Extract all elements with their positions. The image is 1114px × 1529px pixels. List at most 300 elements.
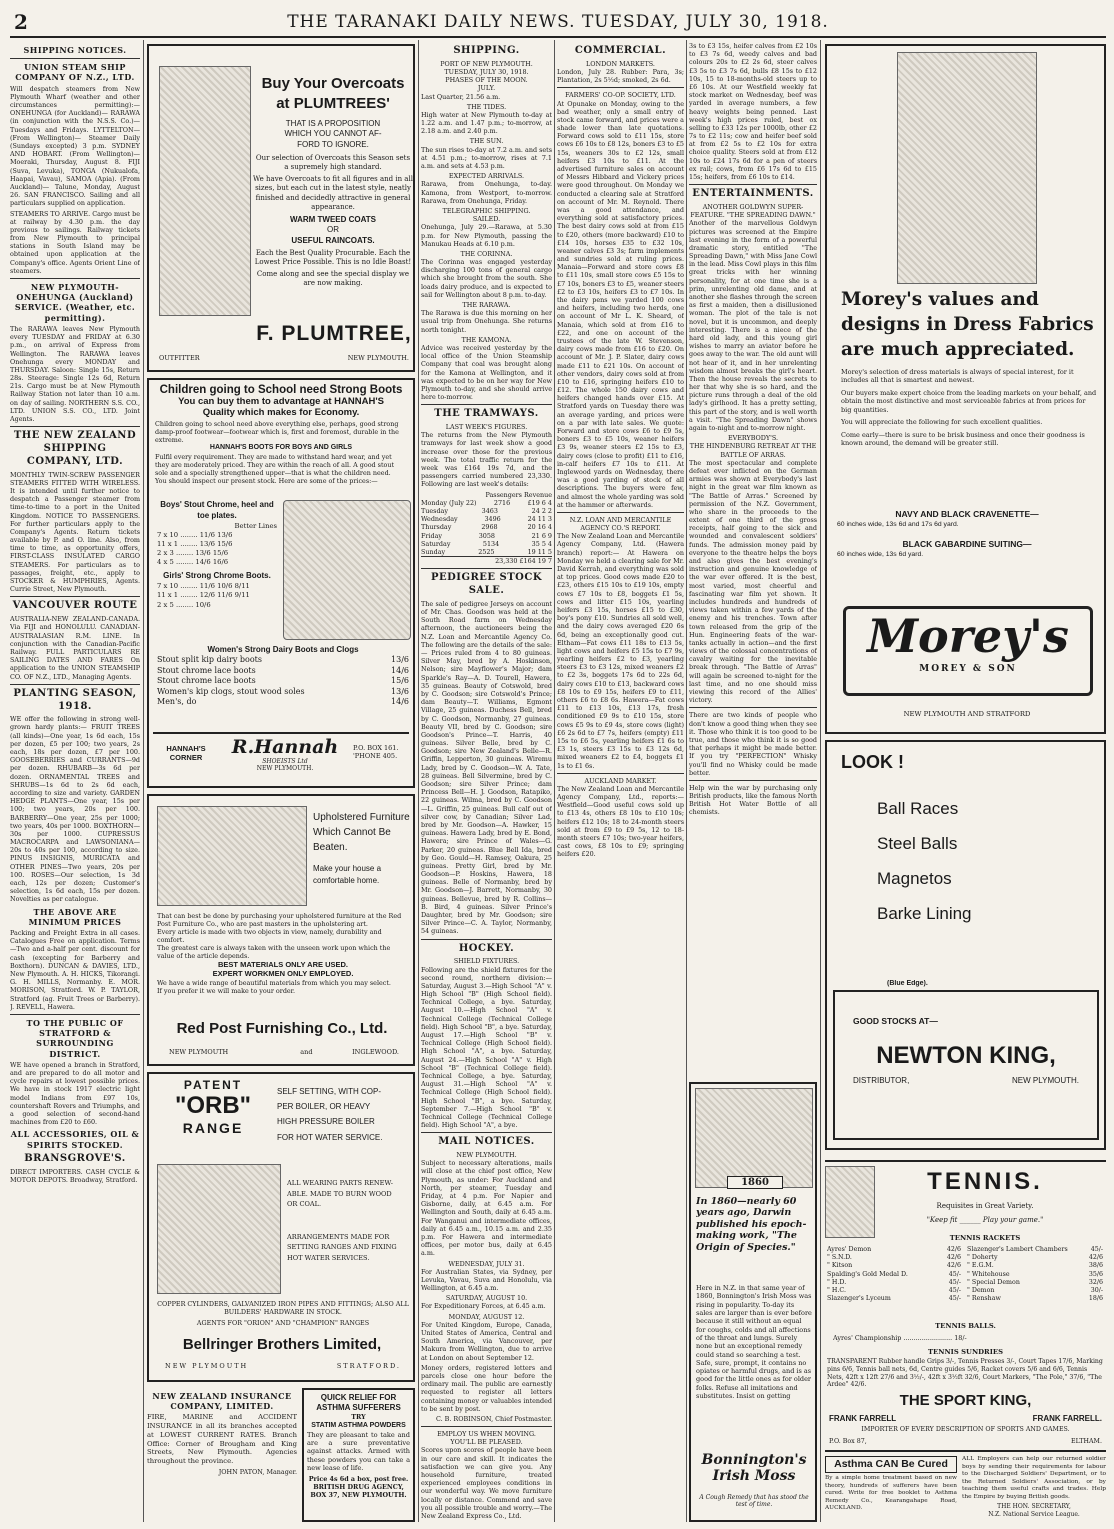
- racket-price: 42/6: [946, 1254, 961, 1262]
- racket-name: " Renshaw: [967, 1295, 1001, 1303]
- hockey-title: HOCKEY.: [458, 942, 515, 954]
- racket-name: Spalding's Gold Medal D.: [827, 1270, 908, 1278]
- boys-title: Boys' Stout Chrome, heel and toe plates.: [160, 500, 274, 520]
- racket-name: " Whitehouse: [967, 1270, 1010, 1278]
- accessories-line: ALL ACCESSORIES, OIL & SPIRITS STOCKED.: [10, 1129, 140, 1150]
- redpost-name: Red Post Furnishing Co., Ltd.: [176, 1020, 388, 1037]
- plumtree-useful: USEFUL RAINCOATS.: [291, 235, 375, 245]
- column-heading: SHIPPING NOTICES.: [23, 45, 127, 55]
- redpost-text-2: Every article is made with two objects in view, namely, durability and comfort.: [157, 928, 382, 944]
- masthead: [10, 8, 1106, 38]
- tram-pass: 3496: [484, 515, 501, 524]
- plumtree-warm: WARM TWEED COATS: [289, 214, 377, 224]
- plumtree-or: OR: [327, 225, 339, 235]
- newton-name: NEWTON KING,: [876, 1042, 1056, 1069]
- tram-rev: 21 6 9: [531, 531, 552, 540]
- mon-title: MONDAY, AUGUST 12.: [448, 1312, 525, 1321]
- hannah-sub-2: Quality which makes for Economy.: [202, 407, 360, 418]
- london-title: LONDON MARKETS.: [586, 59, 655, 68]
- women-item: Stout split kip dairy boots: [157, 655, 263, 665]
- morey-text-2: Our buyers make expert choice from the leading markets on your behalf, and obtain the most distinctive and most serviceable fabrics at from prices for big quantities.: [841, 388, 1097, 414]
- sat-title: SATURDAY, AUGUST 10.: [445, 1294, 528, 1303]
- redpost-head-1: Upholstered Furniture: [313, 812, 410, 823]
- tram-pass: 2716: [493, 498, 511, 507]
- hannah-sub-1: You can buy them to advantage at HANNAH'S: [178, 396, 384, 407]
- tennis-player-illustration: [825, 1166, 875, 1238]
- look-heading: LOOK !: [841, 752, 904, 772]
- tennis-title: TENNIS.: [927, 1168, 1043, 1195]
- onehunga-title: NEW PLYMOUTH-ONEHUNGA (Auckland) SERVICE. (Weather, etc. permitting).: [14, 282, 136, 323]
- mail-sub: NEW PLYMOUTH.: [456, 1151, 517, 1160]
- date-line: TUESDAY, JULY 30, 1918.: [444, 67, 529, 76]
- racket-price: 42/6: [946, 1262, 961, 1270]
- tram-day: Friday: [421, 531, 443, 540]
- hannah-text-3: You should inspect our present stock. Here are some of the prices:—: [155, 476, 378, 485]
- orb-all-3: OR COAL.: [287, 1200, 322, 1209]
- tennis-importer: IMPORTER OF EVERY DESCRIPTION OF SPORTS AND GAMES.: [861, 1426, 1070, 1433]
- auckland-title: AUCKLAND MARKET.: [584, 776, 657, 785]
- better-lines: Better Lines: [234, 521, 277, 530]
- plumtree-text-2: We have Overcoats to fit all figures and in all sizes, but each cut in the latest style, neatly finished and decidedly attractive in general appearance.: [253, 175, 413, 211]
- morey-ad: [825, 44, 1106, 734]
- orb-head-2: PER BOILER, OR HEAVY: [277, 1102, 371, 1112]
- sat-text: For Expeditionary Forces, at 6.45 a.m.: [421, 1302, 546, 1311]
- mon-text: For United Kingdom, Europe, Canada, United States of America, Central and South America, via Vancouver, per Makura from Wellington, due to arrive at London on about September 12.: [421, 1320, 552, 1362]
- morey-logo-box: [843, 606, 1093, 696]
- market-text: 3s to £3 15s, heifer calves from £2 10s to £3 7s 6d, weedy calves and bad colours 20s to £2 2s 6d, steer calves £3 5s to £3 7s 6d, bulls £8 15s to £12 10s, 15 to 18-months-old steers up to £6 10s. At our Westfield weekly fat stock market on Wednesday, beef was yarded in average numbers, a few heavy weights being penned. Last week's high prices ruled, best ox selling to £33 12s per 1000lb, other £2 7s to £2 11s; cow and heifer beef sold at from £2 5s to £2 10s for extra choice quality. Steers sold at from £12 10s to £24 17s 6d for a pen of steers ex rail; cows, from £6 17s 6d to £15 15s; heifers, from £6 10s to £14.: [689, 42, 817, 181]
- expected-text: Rarawa, from Onehunga, to-day. Kamona, from Westport, to-morrow. Rarawa, from Onehunga, Friday.: [421, 180, 552, 205]
- women-item: Women's kip clogs, stout wood soles: [157, 686, 305, 696]
- column-rule: [418, 40, 419, 1522]
- postmaster: C. B. ROBINSON, Chief Postmaster.: [435, 1414, 552, 1423]
- tennis-keep: "Keep fit ______ Play your game.": [926, 1216, 1044, 1224]
- women-item: Men's, do: [157, 696, 197, 706]
- tennis-sundries-text: TRANSPARENT Rubber handle Grips 3/-, Tennis Presses 3/-, Court Tapes 17/6, Marking pins 6/6, Tennis ball nets, 6d, Centre guides 5/6, Racket covers 5/6 and 6/6, Tennis Nets, 42ft x 12ft 27/6 and 3½/-, 42ft x 3½ft 32/6, Court Markers, "The Pole," 37/6, "The Ardee" 42/6.: [827, 1358, 1103, 1389]
- sun-title: THE SUN.: [469, 137, 504, 146]
- tram-total: 23,330 £164 19 7: [421, 556, 552, 565]
- women-item: Stout chrome lace boots: [157, 665, 256, 675]
- orb-company: Bellringer Brothers Limited,: [182, 1336, 382, 1353]
- women-item: Stout chrome lace boots: [157, 676, 256, 686]
- orb-patent: PATENT: [183, 1078, 243, 1092]
- orb-copper: COPPER CYLINDERS, GALVANIZED IRON PIPES AND FITTINGS; ALSO ALL BUILDERS' HARDWARE IN STOCK.: [157, 1300, 409, 1317]
- girls-title: Girls' Strong Chrome Boots.: [163, 571, 271, 581]
- insurance-ad: [147, 1388, 297, 1522]
- morey-gab: BLACK GABARDINE SUITING—: [902, 539, 1032, 550]
- range-stove-illustration: [157, 1164, 281, 1294]
- page-number: 2: [14, 10, 28, 34]
- product-magnetos: Magnetos: [877, 868, 952, 888]
- sport-king: THE SPORT KING,: [899, 1392, 1032, 1409]
- redpost-text-4: We have a wide range of beautiful materials from which you may select.: [157, 978, 391, 987]
- farrell-left: FRANK FARRELL: [829, 1414, 897, 1423]
- league-secretary: THE HON. SECRETARY,: [997, 1503, 1071, 1511]
- london-text: London, July 28. Rubber: Para, 3s; Plantation, 2s 5½d; smoked, 2s 6d.: [557, 67, 684, 85]
- redpost-and: and: [300, 1048, 313, 1056]
- tram-pass: 5134: [482, 539, 500, 548]
- hannah-ad: [147, 378, 415, 788]
- tramways-title: THE TRAMWAYS.: [434, 408, 539, 420]
- hockey-text: Following are the shield fixtures for the second round, northern division:— Saturday, August 3.—High School "A" v. High School "B" (High School field). Technical College, a bye. Saturday, August 10.—High School "A" v. Technical College (Technical College field). High School "B", a bye. Saturday, August 17.—High School "B" v. Technical College (High School field). High School "A", a bye. Saturday, August 24.—High School "A" v. High School "B" (Technical College field). Technical College, a bye. Saturday, August 31.—High School "A" v. Technical College (High School field). High School "B", a bye. Saturday, September 7.—High School "B" v. Technical College (Technical College field). High School "A", a bye.: [421, 965, 552, 1130]
- tennis-requisites: Requisites in Great Variety.: [936, 1202, 1034, 1210]
- tennis-balls-title: TENNIS BALLS.: [935, 1322, 996, 1330]
- orb-arr-1: ARRANGEMENTS MADE FOR: [287, 1232, 390, 1241]
- tennis-box: P.O. Box 87,: [829, 1438, 867, 1445]
- darwin-portrait: [695, 1088, 813, 1188]
- shipping-title: SHIPPING.: [453, 45, 520, 56]
- racket-price: 42/6: [946, 1246, 961, 1253]
- tennis-champ: Ayres' Championship ........................ 18/-: [833, 1334, 967, 1342]
- darwin-headline: In 1860—nearly 60 years ago, Darwin published his epoch-making work, "The Origin of Species.": [696, 1196, 807, 1253]
- commercial-title: COMMERCIAL.: [574, 45, 667, 56]
- tram-rev: 24 2 2: [531, 506, 552, 515]
- orb-head-4: FOR HOT WATER SERVICE.: [277, 1132, 383, 1142]
- girls-row: 2 x 5 ........ 10/6: [157, 600, 211, 609]
- boys-row: 4 x 5 ........ 14/6 16/6: [157, 558, 229, 567]
- women-boots: [157, 645, 409, 707]
- column-rule: [686, 40, 687, 1522]
- port-line: PORT OF NEW PLYMOUTH.: [440, 59, 533, 68]
- pleased-title: YOU'LL BE PLEASED.: [450, 1438, 523, 1447]
- racket-name: " Doherty: [967, 1254, 998, 1262]
- tram-rev: £19 6 4: [527, 498, 552, 507]
- orb-arr-3: HOT WATER SERVICES.: [287, 1253, 370, 1262]
- tennis-eltham: ELTHAM.: [1071, 1438, 1102, 1445]
- everybodys-title: EVERYBODY'S.: [727, 434, 779, 443]
- racket-name: " H.C.: [827, 1286, 846, 1294]
- nzloan-title: N.Z. LOAN AND MERCANTILE AGENCY CO.'S REPORT.: [569, 515, 672, 533]
- women-price: 15/6: [391, 676, 409, 686]
- orb-arr-2: SETTING RANGES AND FIXING: [287, 1243, 397, 1252]
- product-ball-races: Ball Races: [877, 799, 959, 818]
- arrive-text: STEAMERS TO ARRIVE. Cargo must be at railway by 4.30 p.m. the day previous to sailings. Railway tickets from New Plymouth to principal stations in South Island may be obtained upon application at the Company's office. Agents Orient Line of steamers.: [10, 209, 140, 275]
- morey-headline-3: are much appreciated.: [841, 338, 1075, 360]
- sailed-text: Onehunga, July 29.—Rarawa, at 5.30 p.m. for New Plymouth, passing the Manukau Heads at 6.10 p.m.: [421, 223, 552, 248]
- insurance-title: NEW ZEALAND INSURANCE COMPANY, LIMITED.: [152, 1391, 292, 1412]
- boys-row: 11 x 1 ........ 13/6 15/6: [157, 539, 233, 548]
- farmers-text: At Opunake on Monday, owing to the bad weather, only a small entry of stock came forward, and prices were a shade lower than late quotations. Forward cows sold to £11 15s, store cows £6 10s to £8 12s, boners £3 to £5 15s, weaners 30s to £2 12s, small heifers £3 10s to £11. At the advertised furniture sales on account of Messrs Hibbard and Vickery prices were good throughout. On Monday we conducted a clearing sale at Stratford on account of Mr. M. Reynold. There was a good attendance, and everything sold at satisfactory prices. The best dairy cows sold at from £15 to £20, others (more backward) £10 to £14 10s, horses £35 to £32 10s, weaner calves £3 3s; farm implements and sundries sold at ruling prices. Manaia—Forward and store cows £8 to £11 10s, small store cows £5 15s to £7 10s, boners £3 to £5, weaner steers £2 to £3 10s, heifers £3 to £7 10s. In the dairy pens we yarded 100 cows and heifers, including two herds, one on account of Mr L. K. Sheard, of Manaia, which sold at from £16 to £22, and one on account of the trustees of the late W. Stevenson, dairy cows made from £16 to £20. On account of Mr. J. P. Slater, dairy cows made £11 to £21 10s. On account of other vendors, dairy cows sold at from £10 to £16, springing heifers £10 to £12. The whole 150 dairy cows and heifers changed hands over £15. At Stratford yards on Tuesday there was an average yarding, and prices were on a par with late sales. We quote: Forward and store cows £6 to £9 5s, boners £3 to £5 10s, weaner heifers £3 9s, weaner steers £2 15s to £3, dairy cows (close to profit) £11 to £16, in-calf heifers £7 10s to £11. At Inglewood yards on Wednesday, there was a good yarding of stock of all descriptions. The buyers were few, and almost the whole yarding was sold at the hammer or afterwards.: [557, 99, 684, 509]
- farmers-title: FARMERS' CO-OP. SOCIETY, LTD.: [565, 91, 676, 100]
- redpost-town-2: INGLEWOOD.: [352, 1048, 399, 1056]
- orb-head-3: HIGH PRESSURE BOILER: [277, 1117, 375, 1127]
- hannah-text-1: Children going to school need above everything else, perhaps, good strong damp-proof footwear—footwear which is, first and foremost, durable in the extreme.: [155, 420, 399, 444]
- girls-row: 11 x 1 ........ 12/6 11/6 9/11: [157, 591, 250, 600]
- entertainments-title: ENTERTAINMENTS.: [692, 188, 814, 200]
- morey-text-1: Morey's selection of dress materials is always of special interest, for it includes all that is smartest and newest.: [841, 368, 1074, 385]
- public-title: TO THE PUBLIC OF STRATFORD & SURROUNDING DISTRICT.: [26, 1017, 124, 1059]
- lastweek-title: LAST WEEK'S FIGURES.: [445, 423, 528, 432]
- shipping-notices-column: [10, 42, 140, 1522]
- tram-day: Sunday: [421, 547, 446, 556]
- service-league-notice: [962, 1456, 1106, 1522]
- racket-name: " H.D.: [827, 1278, 847, 1286]
- morey-headline-1: Morey's values and: [841, 289, 1039, 310]
- vancouver-text: AUSTRALIA-NEW ZEALAND-CANADA. Via FIJI and HONOLULU. CANADIAN-AUSTRALASIAN R.M. LINE. In conjunction with the Canadian-Pacific Railway. FULL PARTICULARS RE SAILING DATES AND FARES On application to the UNION STEAMSHIP CO. OF N.Z., LTD., Managing Agents.: [10, 615, 140, 681]
- commercial-column: [557, 42, 684, 1522]
- boys-row: 7 x 10 ........ 11/6 13/6: [157, 530, 233, 539]
- redpost-make: Make your house a comfortable home.: [313, 864, 382, 885]
- farrell-right: FRANK FARRELL.: [1032, 1414, 1102, 1423]
- racket-price: 35/6: [1088, 1270, 1103, 1278]
- racket-name: Ayres' Demon: [827, 1246, 872, 1253]
- hannah-corner: HANNAH'S CORNER: [166, 744, 206, 762]
- morey-logo: Morey's: [867, 609, 1069, 663]
- racket-price: 42/6: [1088, 1254, 1103, 1262]
- plumtree-footer: [159, 354, 409, 362]
- hannah-boots-heading: HANNAH'S BOOTS FOR BOYS AND GIRLS: [209, 444, 353, 451]
- league-org: N.Z. National Service League.: [988, 1510, 1080, 1518]
- planting-title: PLANTING SEASON, 1918.: [13, 687, 137, 712]
- rackets-left: [827, 1246, 961, 1303]
- tram-pass: 2525: [478, 547, 495, 556]
- kamona-title: THE KAMONA.: [461, 335, 512, 344]
- asthma-text: They are pleasant to take and are a sure preventative against attacks. Armed with these powders you can take a new lease of life.: [307, 1430, 410, 1473]
- racket-price: 45/-: [948, 1295, 961, 1303]
- year-badge: 1860: [727, 1176, 783, 1189]
- mail-title: MAIL NOTICES.: [438, 1136, 535, 1148]
- orb-all-2: ABLE. MADE TO BURN WOOD: [287, 1189, 392, 1198]
- morey-town: NEW PLYMOUTH AND STRATFORD: [903, 710, 1031, 718]
- sailed-title: SAILED.: [472, 215, 501, 224]
- asthma-price: Price 4s 6d a box, post free.: [308, 1474, 409, 1483]
- redpost-towns: [169, 1048, 399, 1056]
- tennis-ad: [825, 1160, 1106, 1452]
- asthma-product: STATIM ASTHMA POWDERS: [311, 1421, 406, 1429]
- tides-text: High water at New Plymouth to-day at 1.22 a.m. and 1.47 p.m.; to-morrow, at 2.18 a.m. and 2.40 p.m.: [421, 110, 552, 136]
- racket-price: 32/6: [1088, 1278, 1103, 1286]
- hannah-logo: R.Hannah: [231, 736, 339, 758]
- plumtree-text-3: Each the Best Quality Procurable. Each the Lowest Price Possible. This is no Idle Boast!: [254, 248, 412, 266]
- plumtree-prop-1: THAT IS A PROPOSITION: [285, 119, 381, 128]
- goldwyn-text: Another of the marvellous Goldwyn pictures was screened at the Empire last evening in the form of a powerful dramatic story, entitled "The Spreading Dawn," with Miss Jane Cowl in the lead. Miss Cowl plays in this film great tricks with her winning personality, for at one time she is a prim, unrelenting old dame, and at another she flashes through the screen as first a maiden, then a disillusioned woman. The plot of the tale is not novel, but it is uncommon, and deeply interesting. There is a niece of the hard old lady, and this young girl wishes to marry an aviator before he goes away to the war. The old aunt will not hear of it, and in her unrelenting wisdom almost breaks the girl's heart. Then the house reveals the secrets to her that why she is so hard, and the picture runs through a deal of the old lady's girlhood. It has a pretty setting, this part of the story, and is well worth a visit. "The Spreading Dawn" shows again to-night and to-morrow night.: [689, 219, 817, 433]
- women-price: 13/6: [391, 686, 409, 696]
- asthma-cured-title: Asthma CAN Be Cured: [825, 1456, 957, 1473]
- minimum-text: Packing and Freight Extra in all cases. Catalogues Free on application. Terms—Two and a-half per cent. discount for cash (excepting for Barberry and Boxthorn). DUNCAN & DAVIES, LTD., New Plymouth. A. H. HICKS, Tikorangi. G. H. MILLS, Normanby. E. MOR. MORISON, Stratford. W. P. TAYLOR, Stratford (ag. Fruit Trees or Barberry). J. REVELL, Hawera.: [10, 929, 140, 1011]
- overcoat-man-illustration: [159, 66, 251, 316]
- shipping-news-column: [421, 42, 552, 1522]
- column-rule: [143, 40, 144, 1522]
- pedigree-text: The sale of pedigree Jerseys on account of Mr. Chas. Goodson was held at the South Road farm on Wednesday afternoon, the auctioneers being the N.Z. Loan and Mercantile Agency Co. The following are the details of the sale:— Prices ruled from 4 to 80 guineas. Silver May, bred by A. Hoskinson, Nelson; sire Mayflower's Major; dam Sparkle's Ray—A. D. Tourell, Hawera, 35 guineas. Beauty of Cotswold, bred by C. Goodson; sire Cotswold's Prince; dam Beauty—T. Williams, Egmont Village, 25 guineas. Duchess Bell, bred by C. Goodson, Normanby, 27 guineas. Beauty VII, bred by C. Goodson; sire Goodson's Prince—T. Harris, 40 guineas. Silver Belle, bred by C. Goodson; sire New Zealand's Belle—R. Griffin, Lepperton, 30 guineas. Wiremu Lady, bred by C. Goodson—W. A. Tate, 28 guineas. Bell Silvermine, bred by C. Goodson; sire Silver Prince; dam Princess Bell—H. J. Goodson, Ratapiko, 22 guineas. Wilma, bred by C. Goodson—L. Griffin, 25 guineas. Bull calf out of silver cow, by Canadian; Silver Lad, bred by Mr. Goodson—A. Hawker, 15 guineas. Hawera Lady, bred by E. Bond, Hawera; sire Prince of Wales—G. Parker, 20 guineas. Blue Bell Ida, bred by Geo. Gould—H. Ramsey, Oakura, 25 guineas. Pretty Girl, bred by Mr. Goodson—P. Hoskins, Hawera, 18 guineas. Belle of Normanby, bred by Mr. Goodson—J. Barrett, Normanby, 30 guineas. Bellevue, bred by R. Collins—B. Bird, 4 guineas. Silver Prince's Daughter, bred by Mr. Goodson; sire Silver Prince—C. A. Taylor, Normanby, 54 guineas.: [421, 599, 552, 936]
- racket-name: " S.N.D.: [827, 1254, 852, 1262]
- plumtree-outfitter: OUTFITTER: [159, 354, 200, 362]
- product-steel-balls: Steel Balls: [877, 833, 958, 853]
- insurance-text: FIRE, MARINE and ACCIDENT INSURANCE in all its branches accepted at LOWEST CURRENT RATES. Branch Office: Corner of Brougham and King Streets, New Plymouth. Agencies throughout the province.: [147, 1413, 297, 1465]
- boys-row: 2 x 3 ........ 13/6 15/6: [157, 549, 229, 558]
- tram-rev: 35 5 4: [531, 539, 552, 548]
- tides-title: THE TIDES.: [466, 102, 507, 111]
- rarawa-text: The Rarawa is due this morning on her usual trip from Onehunga. She returns north tonight.: [421, 309, 552, 334]
- mail-text: Subject to necessary alterations, mails will close at the chief post office, New Plymouth, as under: For Auckland and North, per steamer, Tuesday and Friday, at 4 p.m. For Napier and Gisborne, daily, at 6.45 a.m. For Wellington and South, daily at 6.45 a.m. For Wanganui and intermediate offices, daily at 6.45 a.m., 10.15 a.m. and 2.35 p.m. For Hawera and intermediate offices, per motor bus, daily at 6.45 a.m.: [421, 1159, 552, 1258]
- auckland-text: The New Zealand Loan and Mercantile Agency Company, Ltd., reports:— Westfield—Good useful cows sold up to £13 4s, others £8 10s to £10 10s; heifers £12 10s; 18 to 24-month steers sold at from £9 to £9 5s, 12 to 18-month steers £7 10s; two-year heifers, cast cows, £8 10s to £9; springing heifers £20.: [557, 784, 684, 859]
- tram-head: Passengers Revenue: [485, 490, 552, 499]
- morey-navy-detail: 60 inches wide, 13s 6d and 17s 6d yard.: [837, 521, 959, 529]
- entertainments-column: [689, 42, 817, 1078]
- plumtree-name: F. PLUMTREE,: [256, 322, 412, 345]
- racket-price: 30/-: [1090, 1286, 1103, 1294]
- newton-distributor: DISTRIBUTOR,: [853, 1076, 910, 1085]
- hannah-footer: [153, 732, 409, 784]
- hindenburg-text: The most spectacular and complete defeat ever inflicted on the German armies was shown at Everybody's last night in the great war film known as "The Battle of Arras." Screened by permission of the N.Z. Government, who share in the proceeds to the extent of one third of the gross receipts, half going to the sick and wounded and convalescent soldiers' funds. The admission money paid by everyone to the theatre helps the boys and also gives the best evening's instruction and genuine knowledge of the war ever offered. It is the best, most varied, most cheerful and fascinating war film yet shown. It includes hundreds and hundreds of views taken within a few yards of the enemy and his trenches. Town after town released from the grip of the Hun. Engineering feats of the war-tanks actually in action—and the first views of the colossal concentrations of cavalry waiting for the inevitable break through. "The Battle of Arras" will again be screened to-night for the last time, and no one should miss viewing this record of the Allies' victory.: [689, 458, 817, 705]
- lady-illustration: [897, 52, 1037, 284]
- hannah-logo-sub: SHOEISTS Ltd: [262, 758, 308, 765]
- redpost-text-1: That can best be done by purchasing your upholstered furniture at the Red Post Furniture Co., who are past masters in the upholstering art.: [157, 912, 402, 928]
- telegraphic-title: TELEGRAPHIC SHIPPING.: [442, 206, 531, 215]
- plumtree-town: NEW PLYMOUTH.: [347, 354, 409, 362]
- redpost-head-2: Which Cannot Be: [313, 827, 391, 838]
- morey-text-4: Come early—there is sure to be brisk business and once their goodness is known around, the demand will be greater still.: [841, 430, 1085, 448]
- racket-name: Slazenger's Lyceum: [827, 1295, 891, 1303]
- racket-name: " Demon: [967, 1286, 995, 1294]
- red-post-ad: [147, 794, 415, 1066]
- women-price: 13/6: [391, 655, 409, 665]
- onehunga-text: The RARAWA leaves New Plymouth every TUESDAY and FRIDAY at 6.30 p.m., on arrival of Express from Wellington. The RARAWA leaves Onehunga every MONDAY and THURSDAY. Saloon: Single 15s, Return 28s. Steerage: Single 12s 6d, Return 21s. Cargo must be at New Plymouth Railway Station not later than 10 a.m. on day of sailing. NORTHERN S.S. CO., LTD. UNION S.S. CO., LTD. Joint Agents.: [10, 324, 140, 424]
- hannah-box: P.O. BOX 161. 'PHONE 405.: [353, 744, 399, 760]
- newton-town: NEW PLYMOUTH.: [1012, 1076, 1079, 1085]
- nzs-title: THE NEW ZEALAND SHIPPING COMPANY, LTD.: [13, 430, 137, 467]
- tennis-sundries-title: TENNIS SUNDRIES: [928, 1348, 1003, 1356]
- morey-logo-sub: MOREY & SON: [919, 664, 1017, 675]
- tram-pass: 3463: [481, 506, 498, 515]
- orb-town-2: STRATFORD.: [336, 1362, 401, 1370]
- racket-price: 45/-: [1090, 1246, 1103, 1253]
- tram-day: Saturday: [421, 539, 451, 548]
- tram-day: Monday (July 22): [421, 498, 477, 507]
- july-line: JULY.: [477, 84, 496, 93]
- racket-name: Slazenger's Lambert Chambers: [967, 1246, 1068, 1253]
- darwin-body: Here in N.Z. in that same year of 1860, Bonnington's Irish Moss was rising in popularity. To-day its sales are larger than is ever before because it still without an equal for coughs, colds and all affections of the throat and lungs. Surely none but an exceptional remedy could stand so searching a test. Safe, sure, prompt, it contains no opiates or harmful drugs, and is as good for the little ones as for older folks. Refuse all imitations and substitutes. Insist on getting: [696, 1284, 812, 1401]
- plumtree-prop-3: FORD TO IGNORE.: [297, 139, 369, 149]
- tram-day: Thursday: [421, 523, 452, 532]
- orb-head-1: SELF SETTING, WITH COP-: [277, 1087, 382, 1096]
- orb-all-1: ALL WEARING PARTS RENEW-: [287, 1179, 394, 1187]
- tram-rev: 20 16 4: [527, 523, 552, 532]
- rarawa-title: THE RARAWA.: [462, 301, 511, 310]
- nzs-text: MONTHLY TWIN-SCREW PASSENGER STEAMERS FITTED WITH WIRELESS. It is intended until further notice to despatch a Passenger steamer from time-to-time to a port in the United Kingdom. NOTICE TO PASSENGERS. For further particulars apply to the Company's Agents. Return tickets available by P. and O. line. Also, from time to time, as opportunity offers, FIRST-CLASS INSULATED CARGO STEAMERS. For particulars as to passages, freight, etc., apply to STOCKER & HUMPHRIES, Agents. Currie Street, New Plymouth.: [10, 470, 140, 594]
- planting-text: WE offer the following in strong well-grown hardy plants:— FRUIT TREES (all kinds)—One year, 1s 6d each, 15s per dozen, £5 per 100; two years, 2s each, 18s per dozen, £7 per 100. GOOSEBERRIES and CURRANTS—9d per dozen. RHUBARB—3s 6d per dozen. ORNAMENTAL TREES and SHRUBS—1s 6d to 2s 6d each, according to size and variety. GARDEN HEDGE PLANTS—One year, 15s per 100; two years, 20s per 100. BARBERRY—One year, 25s per 1000; two years, 40s per 1000. BOXTHORN—30s per 1000. CUPRESSUS MACROCARPA and LAWSONIANA—20s to 40s per 100, according to size. PINUS INSIGNIS, MURICATA and OTHER PINES—Two years, 20s per 100. ROSES—Our selection, 1s 3d each, 12s per dozen; Customer's selection, 1s 6d each, 15s per dozen. Novelties as per catalogue.: [10, 715, 140, 904]
- newton-footer: [833, 990, 1099, 1140]
- minimum-title: THE ABOVE ARE MINIMUM PRICES: [28, 906, 122, 927]
- mon-text-2: Money orders, registered letters and parcels close one hour before the ordinary mail. The public are earnestly requested to register all letters containing money or valuables intended to be sent by post.: [421, 1363, 552, 1413]
- corinna-title: THE CORINNA.: [460, 249, 513, 258]
- bransgrove-text: DIRECT IMPORTERS. CASH CYCLE & MOTOR DEPOTS. Broadway, Stratford.: [10, 1167, 140, 1184]
- column-rule: [820, 40, 821, 1522]
- column-rule: [554, 40, 555, 1522]
- orb-town-1: NEW PLYMOUTH: [165, 1362, 249, 1370]
- racket-name: " Special Demon: [967, 1278, 1020, 1286]
- racket-price: 45/-: [948, 1278, 961, 1286]
- insurance-manager: JOHN PATON, Manager.: [218, 1467, 297, 1476]
- hannah-headline: Children going to School need Strong Boots: [159, 384, 403, 396]
- redpost-text-3: The greatest care is always taken with the unseen work upon which the value of the article depends.: [157, 944, 391, 960]
- redpost-town-1: NEW PLYMOUTH: [169, 1048, 229, 1056]
- asthma-cured-ad: [825, 1456, 957, 1522]
- women-price: 14/6: [391, 665, 409, 675]
- moon-line: Last Quarter, 21.56 a.m.: [421, 92, 501, 101]
- phases-line: PHASES OF THE MOON.: [445, 76, 528, 85]
- bransgrove-title: BRANSGROVE'S.: [24, 1152, 126, 1164]
- racket-price: 18/6: [1088, 1295, 1103, 1303]
- tram-pass: 2968: [481, 523, 498, 532]
- racket-price: 45/-: [948, 1270, 961, 1278]
- morey-text-3: You will appreciate the following for such excellent qualities.: [841, 418, 1043, 427]
- nzloan-text: The New Zealand Loan and Mercantile Agency Company, Ltd. (Hawera branch) report:— At Hawera on Monday we held a clearing sale for Mr. David Kerrah, and everything was sold at top prices. Good cows made £20 to £23, others £15 10s to £19 10s, empty cows £7 10s to £8, boggets £1 5s, cows and litter £15 10s, yearling heifers £3 15s, horses £15 to £30, boy's pony £10. Sundries all sold well, and the dairy cows averaged £20 6s 6d, being an exceptionally good cut. Eltham—Fat cows £11 18s to £13 5s, light cows and heifers £5 15s to £7 9s, yearling heifers £2 to £3, yearling steers £3 to £3 12s, mixed weaners £2 to £2 3s, boggets 17s 6d to 22s 6d, dairy cows £10 to £13, backward cows £8 10s to £9 15s, heifers £9 to £11, others £6 to £8 6s. Hawera—Fat cows £11 to £13 10s, £13 17s, fresh conditioned £9 9s to £10 15s, store cows £5 9s to £9 4s, store cows (light) £6 2s 6d to £7 7s, heifers (empty) £11 15s to £6 5s, yearling heifers £1 6s to £3 1s, steers £3 15s to £3 12s 6d, mixed weaners £2 to £4, boggets £1 1s to £1 6s.: [557, 532, 684, 770]
- whisky-text: There are two kinds of people who don't know a good thing when they see it. Those who think it is too good to be true, and those who think it is so good that perhaps it might be made better. If you try "PERFECTION" Whisky you'll find no Whisky could be made better.: [689, 711, 817, 777]
- orb-name: "ORB": [174, 1092, 252, 1119]
- bonnington-sub: A Cough Remedy that has stood the test of time.: [699, 1494, 809, 1508]
- asthma-try: TRY: [351, 1413, 366, 1422]
- tram-rev: 19 11 5: [527, 547, 552, 556]
- redpost-expert: EXPERT WORKMEN ONLY EMPLOYED.: [212, 969, 354, 979]
- tram-rev: 24 11 3: [527, 515, 552, 524]
- settee-illustration: [157, 806, 307, 906]
- tram-day: Wednesday: [421, 515, 458, 524]
- corinna-text: The Corinna was engaged yesterday discharging 100 tons of general cargo which she brought from the south. She loads dairy produce, and is expected to sail for Wellington about 8 p.m. to-day.: [421, 258, 552, 299]
- union-title: UNION STEAM SHIP COMPANY OF N.Z., LTD.: [15, 62, 135, 83]
- blue-edge: (Blue Edge).: [887, 980, 928, 987]
- hot-water-text: Help win the war by purchasing only British products, like the famous North British Hot Water Bottle of all chemists.: [689, 783, 817, 817]
- hannah-town: NEW PLYMOUTH.: [256, 765, 314, 772]
- orb-logo: [153, 1078, 273, 1158]
- newton-king-ad: [825, 740, 1106, 1150]
- racket-price: 45/-: [948, 1286, 961, 1294]
- good-stocks: GOOD STOCKS AT—: [853, 1016, 938, 1026]
- tennis-rackets-title: TENNIS RACKETS: [949, 1234, 1021, 1242]
- hannah-text-2: Fulfil every requirement. They are made to withstand hard wear, and yet they are moderately priced. They are within the reach of all. A good stout sole and a specially strengthened upper—that is what the children need.: [155, 452, 395, 477]
- shield-title: SHIELD FIXTURES.: [453, 957, 520, 966]
- redpost-head-3: Beaten.: [313, 842, 348, 853]
- asthma-powders-ad: [302, 1388, 415, 1522]
- kamona-text: Advice was received yesterday by the local office of the Union Steamship Company that coal was brought along for the Kamona at Wellington, and it was expected to be on her way for New Plymouth to-day, and she should arrive here to-morrow.: [421, 343, 552, 402]
- plumtree-headline-1: Buy Your Overcoats: [261, 75, 405, 92]
- orb-agents: AGENTS FOR "ORION" AND "CHAMPION" RANGES: [196, 1318, 370, 1327]
- public-text: WE have opened a branch in Stratford, and are prepared to do all motor and cycle repairs at lowest possible prices. We have in stock 1917 electric light model Indians from £97 10s, countershaft Rovers and Triumphs, and a good selection of second-hand machines from £20 to £60.: [10, 1060, 140, 1127]
- morey-headline-2: designs in Dress Fabrics: [841, 313, 1094, 335]
- racket-name: " Kitson: [827, 1262, 853, 1270]
- girl-boot-illustration: [283, 500, 411, 640]
- plumtree-headline-2: at PLUMTREES': [276, 94, 390, 112]
- pedigree-title: PEDIGREE STOCK SALE.: [430, 572, 543, 597]
- asthma-agency: BRITISH DRUG AGENCY, BOX 37, NEW PLYMOUTH.: [310, 1482, 407, 1500]
- plumtree-text-4: Come along and see the special display we are now making.: [256, 270, 410, 288]
- rackets-right: [967, 1246, 1103, 1303]
- orb-towns: [165, 1362, 401, 1370]
- bonnington-logo: Bonnington's Irish Moss: [701, 1452, 807, 1484]
- league-text: ALL Employers can help our returned soldier boys by sending their requirements for labour to the Discharged Soldiers' Department, or to the Returned Soldiers' Association, or by teaching them useful crafts and trades. Help the Empire by buying British goods.: [962, 1456, 1106, 1500]
- tram-text: The returns from the New Plymouth tramways for last week show a good increase over those for the previous week. The total traffic return for the week was £164 19s 7d, and the passengers carried numbered 23,330. Following are last week's details:: [421, 431, 552, 489]
- wed-title: WEDNESDAY, JULY 31.: [448, 1259, 525, 1268]
- wed-text: For Australian States, via Sydney, per Levuka, Vavau, Suva and Honolulu, via Wellington, at 6.45 a.m.: [421, 1267, 552, 1293]
- sun-text: The sun rises to-day at 7.2 a.m. and sets at 4.51 p.m.; to-morrow, rises at 7.1 a.m. and sets at 4.53 p.m.: [421, 145, 552, 171]
- asthma-cured-text: By a simple home treatment based on new theory, hundreds of sufferers have been cured. Write for free booklet to Asthma Remedy Co., Kearangahape Road, AUCKLAND.: [825, 1475, 957, 1512]
- racket-name: " E.G.M.: [967, 1262, 994, 1270]
- vancouver-title: VANCOUVER ROUTE: [12, 600, 138, 612]
- girls-row: 7 x 10 ........ 11/6 10/6 8/11: [157, 582, 250, 591]
- hindenburg-title: THE HINDENBURG RETREAT AT THE BATTLE OF ARRAS.: [689, 442, 817, 459]
- employ-title: EMPLOY US WHEN MOVING.: [437, 1430, 536, 1439]
- orb-range: RANGE: [182, 1120, 244, 1136]
- women-title: Women's Strong Dairy Boots and Clogs: [207, 645, 359, 654]
- plumtree-ad: [147, 44, 415, 372]
- union-text: Will despatch steamers from New Plymouth Wharf (weather and other circumstances permitting):— ONEHUNGA (for Auckland)— RARAWA (in conjunction with the N.S.S. Co.)—Tuesdays and Fridays. LYTTELTON— (From Wellington)— Steamer Daily (Sundays excepted) 3 p.m. SYDNEY AND HOBART. (From Wellington)— Moeraki, Thursday, August 8. FIJI (Suva, Levuka), TONGA (Nukualofa, Haapai, Vavau), SAMOA (Apia). (From Auckland)— Talune, Monday, August 26. SAN FRANCISCO. Sailing and all particulars supplied on application.: [10, 84, 140, 208]
- orb-range-ad: [147, 1072, 415, 1382]
- redpost-text-5: If you prefer it we will make to your order.: [157, 986, 296, 995]
- redpost-best: BEST MATERIALS ONLY ARE USED.: [217, 960, 349, 969]
- bonnington-ad: [689, 1082, 817, 1522]
- morey-gab-detail: 60 inches wide, 13s 6d yard.: [837, 551, 924, 559]
- racket-price: 38/6: [1088, 1262, 1103, 1270]
- expected-title: EXPECTED ARRIVALS.: [448, 172, 525, 181]
- product-barke-lining: Barke Lining: [877, 903, 972, 923]
